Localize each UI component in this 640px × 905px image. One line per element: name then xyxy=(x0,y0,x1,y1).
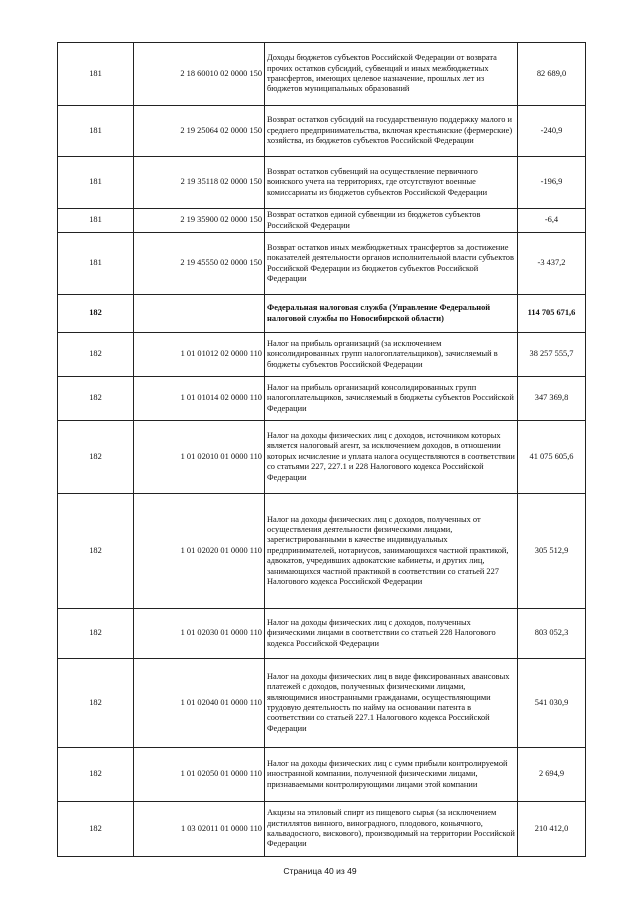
amount-cell: 541 030,9 xyxy=(518,659,586,748)
revenue-name-cell: Возврат остатков единой субвенции из бюджетов субъектов Российской Федерации xyxy=(265,209,518,233)
table-row xyxy=(58,106,586,157)
revenue-name-cell: Налог на доходы физических лиц с доходов, источником которых является налоговый агент, за исключением доходов, в отношении которых исчисление и уплата налога осуществляются в соответствии со статьями 227, 227.1 и 228 Налогового кодекса Российской Федерации xyxy=(265,421,518,494)
kbk-code-cell: 2 19 35900 02 0000 150 xyxy=(134,209,265,233)
kbk-code-cell: 1 01 01012 02 0000 110 xyxy=(134,333,265,377)
table-row xyxy=(58,609,586,659)
revenue-name-cell: Налог на доходы физических лиц с сумм прибыли контролируемой иностранной компании, полученной физическими лицами, признаваемыми контролирующими лицами этой компании xyxy=(265,748,518,802)
kbk-code-cell: 2 18 60010 02 0000 150 xyxy=(134,43,265,106)
admin-code-cell: 182 xyxy=(58,748,134,802)
admin-code-cell: 182 xyxy=(58,494,134,609)
table-row xyxy=(58,494,586,609)
revenue-name-cell: Налог на прибыль организаций консолидированных групп налогоплательщиков, зачисляемый в бюджеты субъектов Российской Федерации xyxy=(265,377,518,421)
amount-cell: 114 705 671,6 xyxy=(518,295,586,333)
table-row xyxy=(58,377,586,421)
kbk-code-cell: 1 01 01014 02 0000 110 xyxy=(134,377,265,421)
admin-code-cell: 181 xyxy=(58,209,134,233)
amount-cell: 305 512,9 xyxy=(518,494,586,609)
amount-cell: 210 412,0 xyxy=(518,802,586,857)
table-row xyxy=(58,421,586,494)
kbk-code-cell: 1 01 02030 01 0000 110 xyxy=(134,609,265,659)
amount-cell: 38 257 555,7 xyxy=(518,333,586,377)
kbk-code-cell: 1 01 02050 01 0000 110 xyxy=(134,748,265,802)
amount-cell: 41 075 605,6 xyxy=(518,421,586,494)
revenue-name-cell: Налог на доходы физических лиц в виде фиксированных авансовых платежей с доходов, полученных физическими лицами, являющимися иностранными гражданами, осуществляющими трудовую деятельность по найму на основании патента в соответствии со статьей 227.1 Налогового кодекса Российской Федерации xyxy=(265,659,518,748)
table-row-section-header xyxy=(58,295,586,333)
amount-cell: -240,9 xyxy=(518,106,586,157)
kbk-code-cell: 2 19 45550 02 0000 150 xyxy=(134,233,265,295)
page-number: Страница 40 из 49 xyxy=(283,866,357,876)
admin-code-cell: 182 xyxy=(58,333,134,377)
table-row xyxy=(58,43,586,106)
revenue-table-body xyxy=(58,43,586,857)
revenue-name-cell: Налог на прибыль организаций (за исключением консолидированных групп налогоплательщиков), зачисляемый в бюджеты субъектов Российской Федерации xyxy=(265,333,518,377)
revenue-name-cell: Возврат остатков иных межбюджетных трансфертов за достижение показателей деятельности органов исполнительной власти субъектов Российской Федерации из бюджетов субъектов Российской Федерации xyxy=(265,233,518,295)
kbk-code-cell: 2 19 25064 02 0000 150 xyxy=(134,106,265,157)
table-row xyxy=(58,209,586,233)
admin-code-cell: 182 xyxy=(58,659,134,748)
revenue-name-cell: Акцизы на этиловый спирт из пищевого сырья (за исключением дистиллятов винного, виноградного, плодового, коньячного, кальвадосного, вискового), производимый на территории Российской Федерации xyxy=(265,802,518,857)
admin-code-cell: 182 xyxy=(58,295,134,333)
table-row xyxy=(58,802,586,857)
amount-cell: 803 052,3 xyxy=(518,609,586,659)
table-row xyxy=(58,157,586,209)
table-row xyxy=(58,233,586,295)
kbk-code-cell: 1 01 02020 01 0000 110 xyxy=(134,494,265,609)
admin-code-cell: 181 xyxy=(58,157,134,209)
revenue-name-cell: Возврат остатков субвенций на осуществление первичного воинского учета на территориях, где отсутствуют военные комиссариаты из бюджетов субъектов Российской Федерации xyxy=(265,157,518,209)
admin-code-cell: 182 xyxy=(58,421,134,494)
table-row xyxy=(58,333,586,377)
kbk-code-cell: 2 19 35118 02 0000 150 xyxy=(134,157,265,209)
kbk-code-cell xyxy=(134,295,265,333)
kbk-code-cell: 1 01 02010 01 0000 110 xyxy=(134,421,265,494)
amount-cell: -3 437,2 xyxy=(518,233,586,295)
admin-code-cell: 182 xyxy=(58,802,134,857)
amount-cell: 2 694,9 xyxy=(518,748,586,802)
kbk-code-cell: 1 01 02040 01 0000 110 xyxy=(134,659,265,748)
amount-cell: 347 369,8 xyxy=(518,377,586,421)
revenue-table xyxy=(57,42,586,857)
admin-code-cell: 181 xyxy=(58,43,134,106)
revenue-name-cell: Доходы бюджетов субъектов Российской Федерации от возврата прочих остатков субсидий, субвенций и иных межбюджетных трансфертов, имеющих целевое назначение, прошлых лет из бюджетов муниципальных образований xyxy=(265,43,518,106)
revenue-name-cell: Налог на доходы физических лиц с доходов, полученных физическими лицами в соответствии со статьей 228 Налогового кодекса Российской Федерации xyxy=(265,609,518,659)
revenue-name-cell: Возврат остатков субсидий на государственную поддержку малого и среднего предпринимательства, включая крестьянские (фермерские) хозяйства, из бюджетов субъектов Российской Федерации xyxy=(265,106,518,157)
admin-code-cell: 181 xyxy=(58,106,134,157)
admin-code-cell: 181 xyxy=(58,233,134,295)
table-row xyxy=(58,659,586,748)
amount-cell: 82 689,0 xyxy=(518,43,586,106)
revenue-name-cell: Федеральная налоговая служба (Управление Федеральной налоговой службы по Новосибирской области) xyxy=(265,295,518,333)
amount-cell: -196,9 xyxy=(518,157,586,209)
revenue-name-cell: Налог на доходы физических лиц с доходов, полученных от осуществления деятельности физическими лицами, зарегистрированными в качестве индивидуальных предпринимателей, нотариусов, занимающихся частной практикой, адвокатов, учредивших адвокатские кабинеты, и других лиц, занимающихся частной практикой в соответствии со статьей 227 Налогового кодекса Российской Федерации xyxy=(265,494,518,609)
table-row xyxy=(58,748,586,802)
kbk-code-cell: 1 03 02011 01 0000 110 xyxy=(134,802,265,857)
amount-cell: -6,4 xyxy=(518,209,586,233)
admin-code-cell: 182 xyxy=(58,609,134,659)
admin-code-cell: 182 xyxy=(58,377,134,421)
